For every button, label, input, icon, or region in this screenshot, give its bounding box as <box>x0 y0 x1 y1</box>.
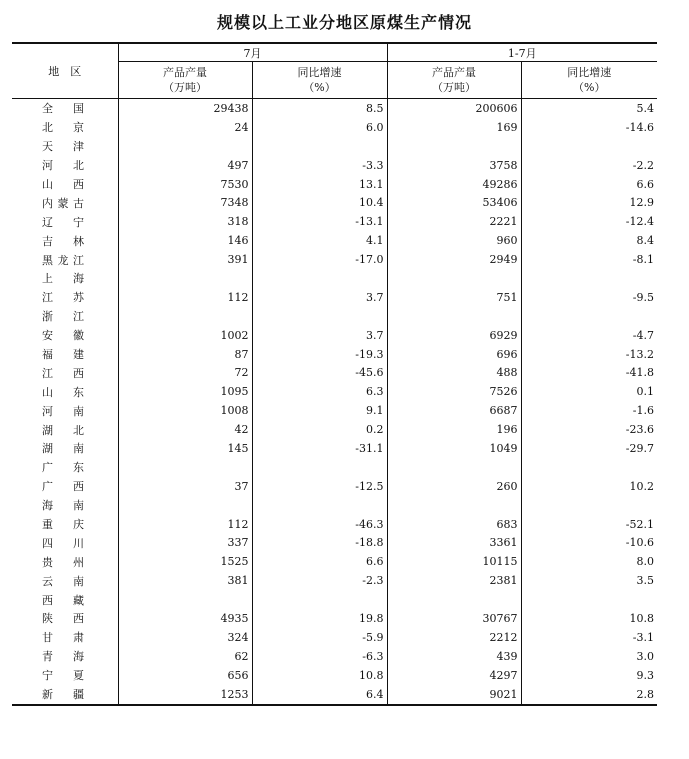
month-output-cell <box>118 269 252 288</box>
ytd-growth-cell: 2.8 <box>521 685 657 705</box>
month-output-cell: 1008 <box>118 401 252 420</box>
region-cell <box>12 345 118 364</box>
ytd-output-cell: 683 <box>387 515 521 534</box>
table-row <box>12 571 657 590</box>
region-cell <box>12 382 118 401</box>
ytd-output-cell: 196 <box>387 420 521 439</box>
ytd-growth-cell: -4.7 <box>521 326 657 345</box>
month-growth-cell: -19.3 <box>252 345 387 364</box>
table-row <box>12 552 657 571</box>
month-output-cell: 4935 <box>118 609 252 628</box>
month-output-cell: 1002 <box>118 326 252 345</box>
ytd-growth-cell: 6.6 <box>521 175 657 194</box>
region-name: 天 津 <box>42 140 84 154</box>
month-output-cell: 42 <box>118 420 252 439</box>
region-name: 北 京 <box>42 121 84 135</box>
month-growth-cell: 6.3 <box>252 382 387 401</box>
table-row <box>12 212 657 231</box>
month-growth-cell: 19.8 <box>252 609 387 628</box>
ytd-output-cell: 488 <box>387 363 521 382</box>
month-output-cell <box>118 458 252 477</box>
ytd-output-cell <box>387 496 521 515</box>
region-name: 甘 肃 <box>42 631 84 645</box>
ytd-output-cell: 2221 <box>387 212 521 231</box>
table-body <box>12 99 657 705</box>
ytd-output-cell <box>387 458 521 477</box>
ytd-growth-cell <box>521 307 657 326</box>
table-row <box>12 666 657 685</box>
region-cell <box>12 515 118 534</box>
region-cell <box>12 533 118 552</box>
table-row <box>12 156 657 175</box>
output-label: 产品产量 <box>432 66 476 79</box>
ytd-output-cell: 7526 <box>387 382 521 401</box>
month-growth-cell: -13.1 <box>252 212 387 231</box>
table-row <box>12 118 657 137</box>
month-growth-cell: -45.6 <box>252 363 387 382</box>
region-name: 黑龙江 <box>42 253 84 267</box>
region-name: 浙 江 <box>42 310 84 324</box>
ytd-output-cell: 200606 <box>387 99 521 118</box>
region-cell <box>12 326 118 345</box>
month-output-cell: 37 <box>118 477 252 496</box>
ytd-growth-cell: 10.2 <box>521 477 657 496</box>
region-name: 山 东 <box>42 385 84 399</box>
month-growth-cell <box>252 590 387 609</box>
month-growth-cell: 10.4 <box>252 193 387 212</box>
month-output-cell: 1095 <box>118 382 252 401</box>
region-name: 广 西 <box>42 480 84 494</box>
region-cell <box>12 401 118 420</box>
ytd-growth-cell: -8.1 <box>521 250 657 269</box>
ytd-growth-cell: -1.6 <box>521 401 657 420</box>
region-cell <box>12 250 118 269</box>
region-name: 陕 西 <box>42 612 84 626</box>
month-output-cell: 497 <box>118 156 252 175</box>
month-output-cell <box>118 137 252 156</box>
region-column-header <box>12 43 118 99</box>
month-growth-cell <box>252 496 387 515</box>
region-cell <box>12 307 118 326</box>
month-output-cell: 7348 <box>118 193 252 212</box>
region-cell <box>12 156 118 175</box>
ytd-output-cell: 6687 <box>387 401 521 420</box>
table-row <box>12 401 657 420</box>
month-output-cell: 337 <box>118 533 252 552</box>
month-growth-cell: 0.2 <box>252 420 387 439</box>
region-name: 四 川 <box>42 536 84 550</box>
ytd-output-cell <box>387 137 521 156</box>
ytd-output-cell <box>387 590 521 609</box>
month-output-cell: 62 <box>118 647 252 666</box>
ytd-growth-cell: -41.8 <box>521 363 657 382</box>
ytd-growth-cell: 9.3 <box>521 666 657 685</box>
month-output-cell <box>118 307 252 326</box>
ytd-output-cell: 53406 <box>387 193 521 212</box>
month-output-cell: 145 <box>118 439 252 458</box>
region-cell <box>12 571 118 590</box>
table-row <box>12 175 657 194</box>
ytd-output-cell: 696 <box>387 345 521 364</box>
month-growth-cell <box>252 137 387 156</box>
region-name: 湖 北 <box>42 423 84 437</box>
region-cell <box>12 628 118 647</box>
table-row <box>12 269 657 288</box>
table-row <box>12 363 657 382</box>
region-name: 西 藏 <box>42 593 84 607</box>
table-row <box>12 458 657 477</box>
ytd-growth-cell: 3.5 <box>521 571 657 590</box>
month-output-cell: 112 <box>118 288 252 307</box>
region-name: 全 国 <box>42 102 84 116</box>
ytd-output-cell: 2949 <box>387 250 521 269</box>
ytd-growth-cell: -10.6 <box>521 533 657 552</box>
region-cell <box>12 288 118 307</box>
ytd-growth-cell: -52.1 <box>521 515 657 534</box>
ytd-growth-cell: -12.4 <box>521 212 657 231</box>
region-name: 吉 林 <box>42 234 84 248</box>
ytd-output-cell: 9021 <box>387 685 521 705</box>
region-name: 广 东 <box>42 461 84 475</box>
ytd-growth-cell <box>521 137 657 156</box>
region-name: 福 建 <box>42 348 84 362</box>
region-name: 内蒙古 <box>42 196 84 210</box>
table-row <box>12 496 657 515</box>
ytd-output-header <box>387 62 521 99</box>
region-cell <box>12 477 118 496</box>
region-cell <box>12 685 118 705</box>
table-row <box>12 609 657 628</box>
region-cell <box>12 363 118 382</box>
region-cell <box>12 458 118 477</box>
ytd-output-cell: 169 <box>387 118 521 137</box>
ytd-output-cell: 30767 <box>387 609 521 628</box>
ytd-output-cell: 960 <box>387 231 521 250</box>
ytd-growth-cell: 10.8 <box>521 609 657 628</box>
ytd-growth-cell: -2.2 <box>521 156 657 175</box>
table-row <box>12 647 657 666</box>
table-row <box>12 590 657 609</box>
ytd-output-cell: 49286 <box>387 175 521 194</box>
region-name: 云 南 <box>42 574 84 588</box>
ytd-output-cell: 751 <box>387 288 521 307</box>
region-cell <box>12 420 118 439</box>
ytd-growth-cell: -29.7 <box>521 439 657 458</box>
region-name: 辽 宁 <box>42 215 84 229</box>
region-name: 河 南 <box>42 404 84 418</box>
region-cell <box>12 666 118 685</box>
month-growth-cell: -31.1 <box>252 439 387 458</box>
month-growth-cell: 10.8 <box>252 666 387 685</box>
region-name: 青 海 <box>42 650 84 664</box>
ytd-output-cell: 4297 <box>387 666 521 685</box>
month-output-cell: 318 <box>118 212 252 231</box>
growth-label: 同比增速 <box>297 66 342 79</box>
ytd-growth-cell: -13.2 <box>521 345 657 364</box>
table-row <box>12 420 657 439</box>
ytd-growth-cell: 5.4 <box>521 99 657 118</box>
month-output-cell: 656 <box>118 666 252 685</box>
month-output-cell: 24 <box>118 118 252 137</box>
table-row <box>12 250 657 269</box>
ytd-growth-cell: 12.9 <box>521 193 657 212</box>
region-name: 宁 夏 <box>42 669 84 683</box>
month-output-cell <box>118 496 252 515</box>
ytd-output-cell: 439 <box>387 647 521 666</box>
region-cell <box>12 269 118 288</box>
ytd-growth-cell: 0.1 <box>521 382 657 401</box>
month-output-cell: 7530 <box>118 175 252 194</box>
ytd-growth-cell: -9.5 <box>521 288 657 307</box>
region-cell <box>12 609 118 628</box>
month-growth-cell: 13.1 <box>252 175 387 194</box>
region-name: 湖 南 <box>42 442 84 456</box>
region-cell <box>12 439 118 458</box>
table-row <box>12 231 657 250</box>
region-cell <box>12 590 118 609</box>
month-growth-cell: 9.1 <box>252 401 387 420</box>
month-growth-cell: -6.3 <box>252 647 387 666</box>
table-row <box>12 99 657 118</box>
month-growth-cell: -12.5 <box>252 477 387 496</box>
month-output-cell: 391 <box>118 250 252 269</box>
table-row <box>12 326 657 345</box>
ytd-growth-cell: -3.1 <box>521 628 657 647</box>
month-growth-cell <box>252 307 387 326</box>
region-cell <box>12 118 118 137</box>
region-name: 重 庆 <box>42 518 84 532</box>
table-row <box>12 288 657 307</box>
ytd-output-cell: 260 <box>387 477 521 496</box>
ytd-output-cell <box>387 269 521 288</box>
region-name: 新 疆 <box>42 688 84 702</box>
month-output-cell: 324 <box>118 628 252 647</box>
month-output-cell: 72 <box>118 363 252 382</box>
ytd-output-cell: 6929 <box>387 326 521 345</box>
ytd-output-cell: 2381 <box>387 571 521 590</box>
table-row <box>12 345 657 364</box>
month-output-cell: 87 <box>118 345 252 364</box>
table-row <box>12 193 657 212</box>
month-growth-cell <box>252 269 387 288</box>
region-cell <box>12 647 118 666</box>
growth-unit: （%） <box>573 81 606 94</box>
region-name: 贵 州 <box>42 555 84 569</box>
region-cell <box>12 552 118 571</box>
table-row <box>12 685 657 705</box>
month-growth-cell: -3.3 <box>252 156 387 175</box>
table-row <box>12 533 657 552</box>
month-output-cell: 29438 <box>118 99 252 118</box>
period-header-ytd: 1-7月 <box>387 43 657 62</box>
table-row <box>12 515 657 534</box>
table-row <box>12 439 657 458</box>
output-unit: （万吨） <box>432 81 476 94</box>
region-cell <box>12 212 118 231</box>
ytd-growth-cell <box>521 269 657 288</box>
table-row <box>12 628 657 647</box>
month-output-cell <box>118 590 252 609</box>
ytd-growth-cell <box>521 496 657 515</box>
month-growth-cell <box>252 458 387 477</box>
region-cell <box>12 193 118 212</box>
region-cell <box>12 99 118 118</box>
region-cell <box>12 175 118 194</box>
ytd-growth-cell <box>521 590 657 609</box>
region-name: 河 北 <box>42 159 84 173</box>
region-name: 安 徽 <box>42 329 84 343</box>
ytd-output-cell: 3361 <box>387 533 521 552</box>
month-growth-cell: -18.8 <box>252 533 387 552</box>
month-output-cell: 1253 <box>118 685 252 705</box>
month-growth-cell: 3.7 <box>252 288 387 307</box>
ytd-output-cell: 2212 <box>387 628 521 647</box>
ytd-growth-cell <box>521 458 657 477</box>
region-name: 上 海 <box>42 272 84 286</box>
ytd-output-cell: 1049 <box>387 439 521 458</box>
region-name: 江 西 <box>42 366 84 380</box>
month-growth-header <box>252 62 387 99</box>
region-cell <box>12 137 118 156</box>
ytd-output-cell: 10115 <box>387 552 521 571</box>
output-unit: （万吨） <box>163 81 207 94</box>
ytd-growth-header <box>521 62 657 99</box>
region-cell <box>12 496 118 515</box>
month-output-cell: 112 <box>118 515 252 534</box>
region-name: 海 南 <box>42 499 84 513</box>
month-growth-cell: 3.7 <box>252 326 387 345</box>
period-header-month: 7月 <box>118 43 387 62</box>
ytd-growth-cell: 3.0 <box>521 647 657 666</box>
month-growth-cell: -46.3 <box>252 515 387 534</box>
region-header-label: 地 区 <box>48 65 82 78</box>
table-row <box>12 477 657 496</box>
month-growth-cell: -5.9 <box>252 628 387 647</box>
ytd-growth-cell: -23.6 <box>521 420 657 439</box>
ytd-growth-cell: 8.4 <box>521 231 657 250</box>
table-row <box>12 137 657 156</box>
growth-label: 同比增速 <box>567 66 612 79</box>
month-output-header <box>118 62 252 99</box>
month-growth-cell: 6.6 <box>252 552 387 571</box>
growth-unit: （%） <box>303 81 336 94</box>
table-row <box>12 307 657 326</box>
month-growth-cell: 8.5 <box>252 99 387 118</box>
ytd-growth-cell: 8.0 <box>521 552 657 571</box>
month-growth-cell: 6.4 <box>252 685 387 705</box>
region-cell <box>12 231 118 250</box>
ytd-output-cell <box>387 307 521 326</box>
region-name: 山 西 <box>42 178 84 191</box>
month-growth-cell: -17.0 <box>252 250 387 269</box>
header-row-periods <box>12 43 657 62</box>
month-growth-cell: 6.0 <box>252 118 387 137</box>
month-growth-cell: -2.3 <box>252 571 387 590</box>
month-output-cell: 146 <box>118 231 252 250</box>
ytd-output-cell: 3758 <box>387 156 521 175</box>
coal-production-table <box>12 42 657 706</box>
table-row <box>12 382 657 401</box>
ytd-growth-cell: -14.6 <box>521 118 657 137</box>
month-growth-cell: 4.1 <box>252 231 387 250</box>
month-output-cell: 1525 <box>118 552 252 571</box>
month-output-cell: 381 <box>118 571 252 590</box>
region-name: 江 苏 <box>42 291 84 305</box>
output-label: 产品产量 <box>163 66 207 79</box>
page-title: 规模以上工业分地区原煤生产情况 <box>216 13 472 32</box>
